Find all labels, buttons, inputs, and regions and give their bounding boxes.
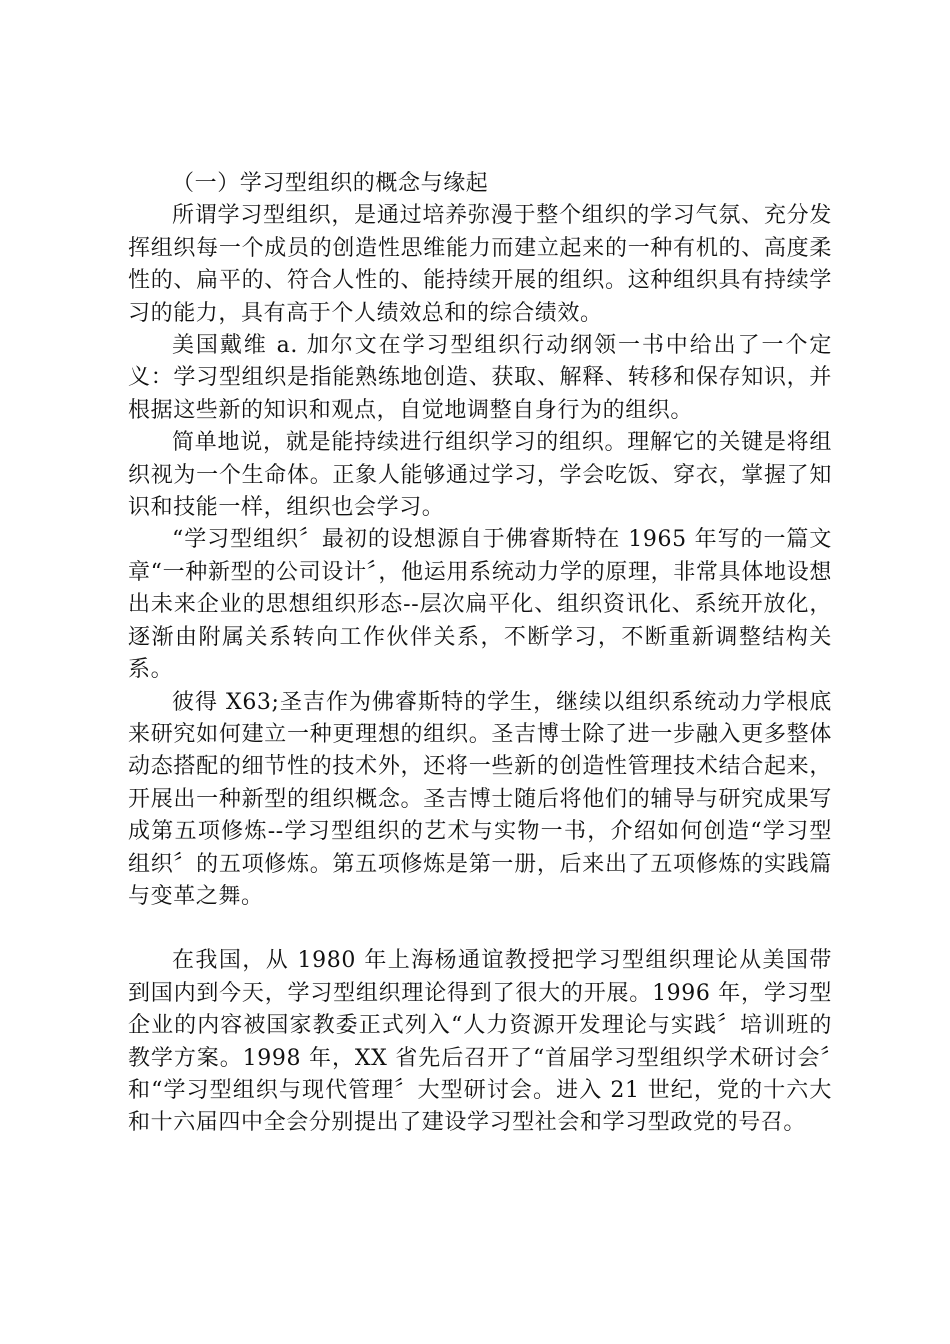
paragraph-garvin-definition: 美国戴维 a. 加尔文在学习型组织行动纲领一书中给出了一个定义：学习型组织是指能熟练地创造、获取、解释、转移和保存知识，并根据这些新的知识和观点，自觉地调整自身行为的组织。	[128, 333, 832, 423]
document-page	[128, 168, 832, 1140]
paragraph-definition: 所谓学习型组织，是通过培养弥漫于整个组织的学习气氛、充分发挥组织每一个成员的创造性思维能力而建立起来的一种有机的、高度柔性的、扁平的、符合人性的、能持续开展的组织。这种组织具有持续学习的能力，具有高于个人绩效总和的综合绩效。	[128, 203, 832, 326]
paragraph-gap	[128, 913, 832, 945]
paragraph-simple-explanation: 简单地说，就是能持续进行组织学习的组织。理解它的关键是将组织视为一个生命体。正象人能够通过学习，学会吃饭、穿衣，掌握了知识和技能一样，组织也会学习。	[128, 430, 832, 521]
paragraph-forrester-origin: “学习型组织〞最初的设想源自于佛睿斯特在 1965 年写的一篇文章“一种新型的公司设计〞，他运用系统动力学的原理，非常具体地设想出未来企业的思想组织形态--层次扁平化、组织资讯化、系统开放化，逐渐由附属关系转向工作伙伴关系，不断学习，不断重新调整结构关系。	[128, 527, 832, 683]
paragraph-senge: 彼得 X63;圣吉作为佛睿斯特的学生，继续以组织系统动力学根底来研究如何建立一种更理想的组织。圣吉博士除了进一步融入更多整体动态搭配的细节性的技术外，还将一些新的创造性管理技术结合起来，开展出一种新型的组织概念。圣吉博士随后将他们的辅导与研究成果写成第五项修炼--学习型组织的艺术与实物一书，介绍如何创造“学习型组织〞的五项修炼。第五项修炼是第一册，后来出了五项修炼的实践篇与变革之舞。	[128, 689, 832, 909]
section-heading: （一）学习型组织的概念与缘起	[172, 171, 489, 196]
paragraph-china: 在我国，从 1980 年上海杨通谊教授把学习型组织理论从美国带到国内到今天，学习型组织理论得到了很大的开展。1996 年，学习型企业的内容被国家教委正式列入“人力资源开发理论与实践〞培训班的教学方案。1998 年，XX 省先后召开了“首届学习型组织学术研讨会〞和“学习型组织与现代管理〞大型研讨会。进入 21 世纪，党的十六大和十六届四中全会分别提出了建设学习型社会和学习型政党的号召。	[128, 948, 832, 1136]
